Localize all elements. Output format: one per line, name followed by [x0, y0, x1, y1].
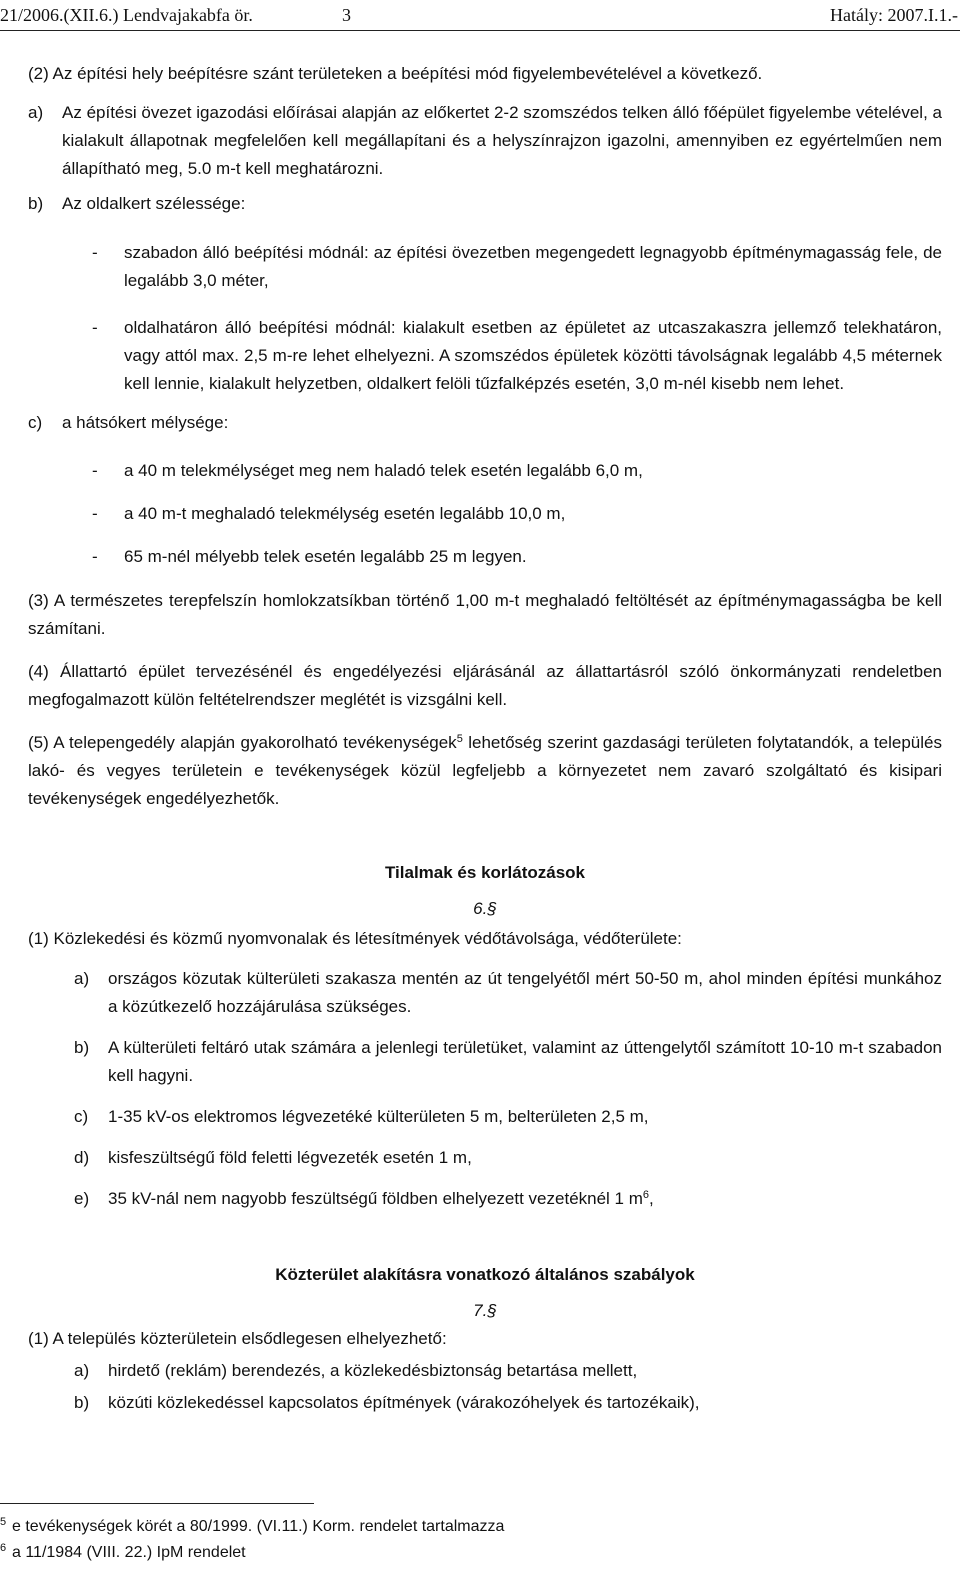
section-5-text-start: (5) A telepengedély alapján gyakorolható tevékenységek	[28, 733, 457, 752]
dash-marker: -	[92, 318, 98, 337]
point-label: e)	[74, 1189, 90, 1208]
dash-item-text: a 40 m-t meghaladó telekmélység esetén legalább 10,0 m,	[124, 504, 566, 523]
point-label: c)	[74, 1107, 89, 1126]
footnote: 5 e tevékenységek körét a 80/1999. (VI.11.) Korm. rendelet tartalmazza	[0, 1516, 505, 1535]
section-6-intro: (1) Közlekedési és közmű nyomvonalak és létesítmények védőtávolsága, védőterülete:	[28, 929, 682, 948]
dash-item-text: 65 m-nél mélyebb telek esetén legalább 25 m legyen.	[124, 547, 527, 566]
dash-marker: -	[92, 547, 98, 566]
point-c-dash-item	[28, 543, 942, 571]
section-2-intro: (2) Az építési hely beépítésre szánt területeken a beépítési mód figyelembevételével a következő.	[28, 64, 763, 83]
point-b-dash-item	[28, 239, 942, 295]
point-b-dash-item	[28, 314, 942, 398]
point-text: országos közutak külterületi szakasza mentén az út tengelyétől mért 50-50 m, ahol minden építési munkához a közútkezelő hozzájárulása szükséges.	[108, 969, 942, 1016]
section-5	[28, 729, 942, 813]
header-page-number: 3	[342, 5, 351, 25]
point-c-dash-item	[28, 457, 942, 485]
footnote-text: e tevékenységek körét a 80/1999. (VI.11.) Korm. rendelet tartalmazza	[12, 1518, 505, 1535]
point-text: közúti közlekedéssel kapcsolatos építmények (várakozóhelyek és tartozékaik),	[108, 1393, 700, 1412]
footnote-ref: 5	[456, 733, 463, 745]
section-4: (4) Állattartó épület tervezésénél és engedélyezési eljárásánál az állattartásról szóló önkormányzati rendeletben megfogalmazott külön feltételrendszer meglétét is vizsgálni kell.	[28, 662, 942, 709]
footnotes	[0, 1514, 504, 1566]
section-7-point	[28, 1389, 942, 1417]
section-6-number: 6.§	[473, 899, 497, 918]
section-7-intro: (1) A település közterületein elsődlegesen elhelyezhető:	[28, 1329, 447, 1348]
point-label: b)	[28, 194, 44, 213]
dash-item-text: oldalhatáron álló beépítési módnál: kialakult esetben az épületet az utcaszakaszra jellemző telekhatáron, vagy attól max. 2,5 m-re lehet elhelyezni. A szomszédos épületek közötti távolságnak legalább 4,5 méternek kell lennie, kialakult helyzetben, oldalkert felöli tűzfalképzés esetén, 3,0 m-nél kisebb nem lehet.	[124, 318, 942, 393]
dash-item-text: a 40 m telekmélységet meg nem haladó telek esetén legalább 6,0 m,	[124, 461, 643, 480]
point-text-tail: ,	[649, 1189, 654, 1208]
section-2-point-c	[28, 409, 942, 437]
footnote-text: a 11/1984 (VIII. 22.) IpM rendelet	[12, 1544, 246, 1561]
dash-marker: -	[92, 461, 98, 480]
section-6-point	[28, 1144, 942, 1172]
point-text: 35 kV-nál nem nagyobb feszültségű földben elhelyezett vezetéknél 1 m	[108, 1189, 643, 1208]
section-7-number: 7.§	[473, 1301, 497, 1320]
dash-item-text: szabadon álló beépítési módnál: az építési övezetben megengedett legnagyobb építménymagasság fele, de legalább 3,0 méter,	[124, 243, 942, 290]
footnote-ref: 6	[642, 1189, 650, 1201]
point-c-dash-item	[28, 500, 942, 528]
point-text: 1-35 kV-os elektromos légvezetéké külterületen 5 m, belterületen 2,5 m,	[108, 1107, 649, 1126]
section-6-title: Tilalmak és korlátozások	[384, 863, 585, 882]
point-label: b)	[74, 1393, 90, 1412]
point-label: d)	[74, 1148, 90, 1167]
point-text: a hátsókert mélysége:	[62, 413, 229, 432]
footnote-separator	[0, 1503, 314, 1504]
section-6-point	[28, 965, 942, 1021]
point-label: a)	[74, 1361, 90, 1380]
header-effective-date: Hatály: 2007.I.1.-	[830, 5, 958, 25]
section-2-point-b	[28, 190, 942, 218]
dash-marker: -	[92, 504, 98, 523]
section-7-point	[28, 1357, 942, 1385]
page-header	[0, 0, 960, 31]
point-text: kisfeszültségű föld feletti légvezeték esetén 1 m,	[108, 1148, 472, 1167]
point-text: A külterületi feltáró utak számára a jelenlegi területüket, valamint az úttengelytől számított 10-10 m-t szabadon kell hagyni.	[108, 1038, 942, 1085]
section-5-text-end: lehetőség szerint gazdasági területen folytatandók, a település lakó- és vegyes területein e tevékenységek közül legfeljebb a környezetet nem zavaró szolgáltató és kisipari tevékenységek engedélyezhetők.	[28, 733, 942, 808]
section-3: (3) A természetes terepfelszín homlokzatsíkban történő 1,00 m-t meghaladó feltöltését az építménymagasságba be kell számítani.	[28, 591, 942, 638]
section-6-point	[28, 1103, 942, 1131]
point-label: a)	[28, 103, 44, 122]
section-6-point	[28, 1185, 942, 1213]
section-7-title: Közterület alakításra vonatkozó általános szabályok	[275, 1265, 695, 1284]
section-6-point	[28, 1034, 942, 1090]
point-label: b)	[74, 1038, 90, 1057]
header-regulation-id: 21/2006.(XII.6.) Lendvajakabfa ör.	[0, 5, 253, 25]
footnote: 6 a 11/1984 (VIII. 22.) IpM rendelet	[0, 1542, 246, 1561]
point-text: Az oldalkert szélessége:	[62, 194, 246, 213]
point-label: c)	[28, 413, 43, 432]
point-label: a)	[74, 969, 90, 988]
point-text: Az építési övezet igazodási előírásai alapján az előkertet 2-2 szomszédos telken álló főépület figyelembe vételével, a kialakult állapotnak megfelelően kell megállapítani és a helyszínrajzon igazolni, amennyiben ez egyértelműen nem állapítható meg, 5.0 m-t kell meghatározni.	[62, 103, 942, 178]
point-text: hirdető (reklám) berendezés, a közlekedésbiztonság betartása mellett,	[108, 1361, 638, 1380]
section-2-point-a	[28, 99, 942, 183]
dash-marker: -	[92, 243, 98, 262]
